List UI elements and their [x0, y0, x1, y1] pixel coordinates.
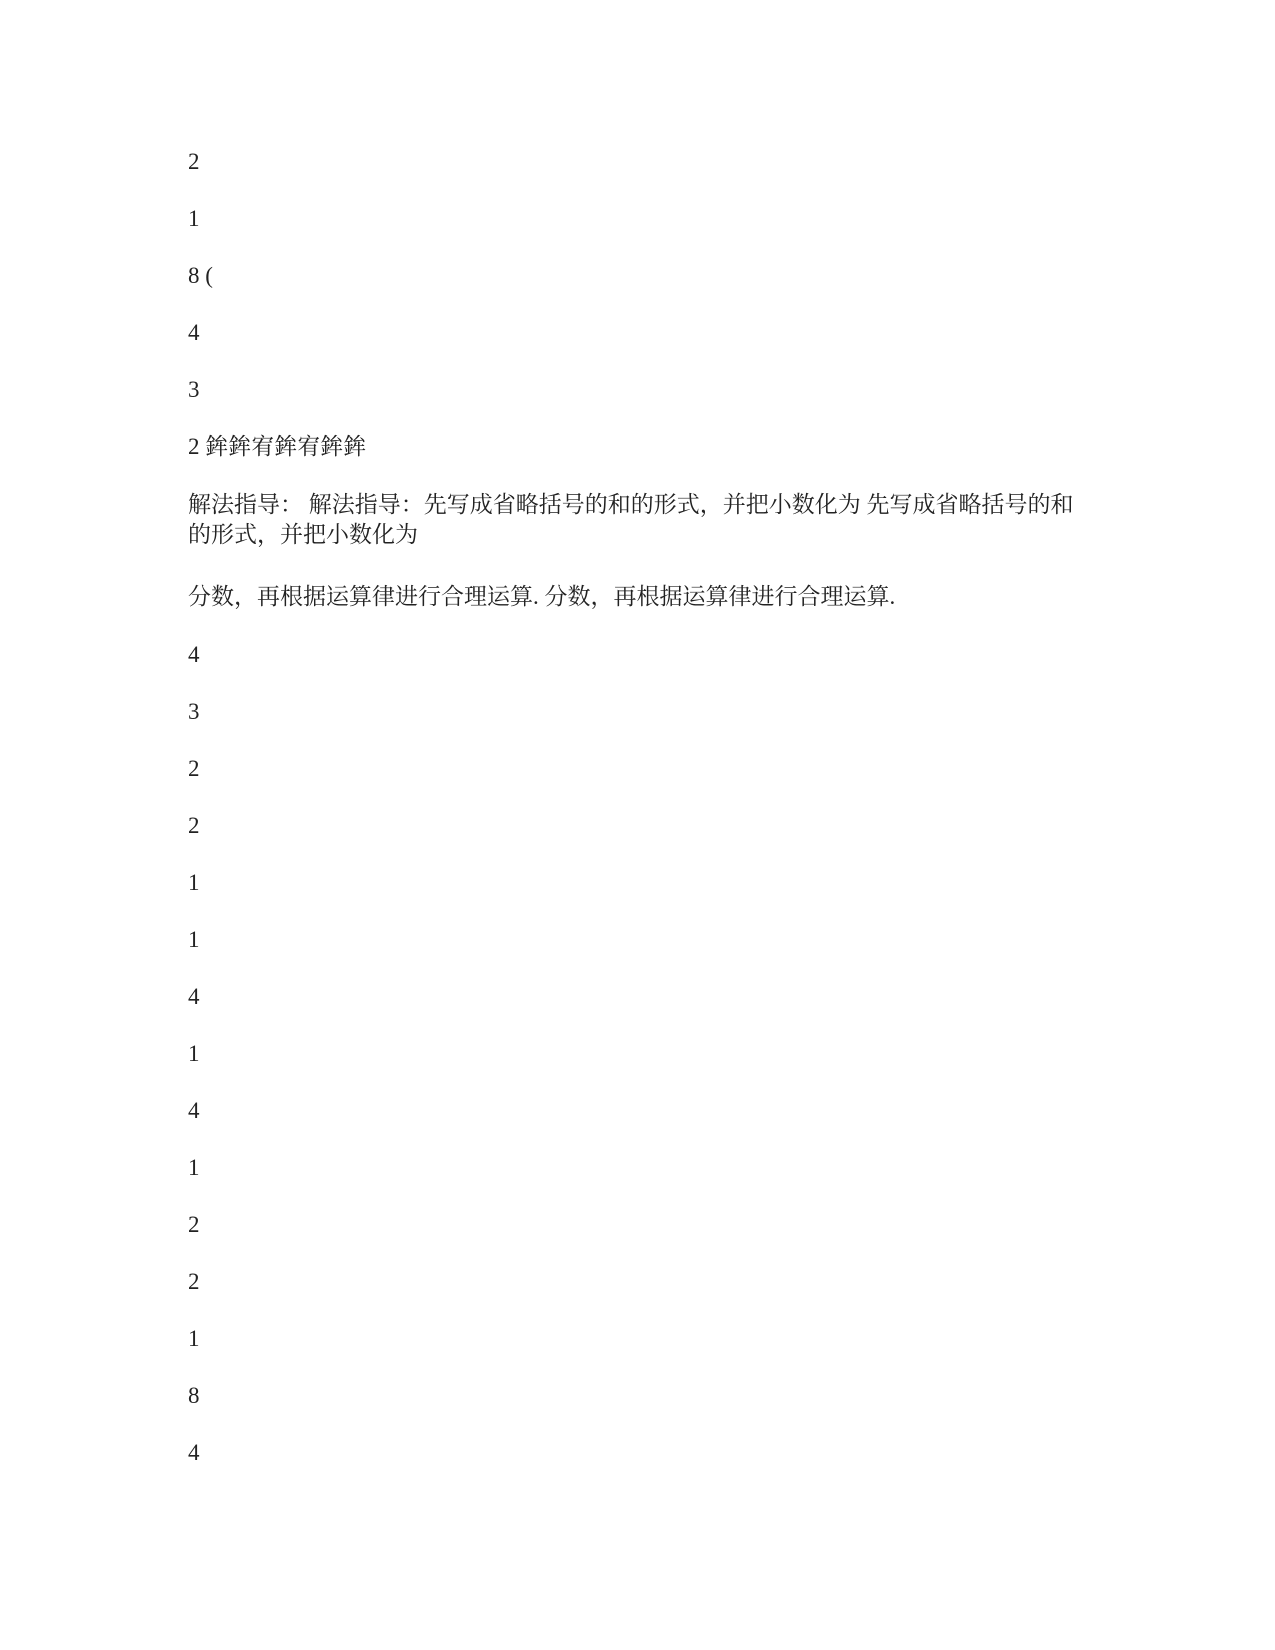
text-line: 1 [188, 1326, 200, 1351]
text-line: 8 ( [188, 263, 213, 288]
text-line: 2 [188, 149, 200, 174]
text-line: 2 [188, 756, 200, 781]
text-line: 4 [188, 320, 200, 345]
text-line: 4 [188, 1440, 200, 1465]
conclusion-line: 分数，再根据运算律进行合理运算. 分数，再根据运算律进行合理运算. [188, 584, 896, 609]
text-line: 8 [188, 1383, 200, 1408]
text-line: 1 [188, 870, 200, 895]
text-line: 1 [188, 1041, 200, 1066]
text-line: 3 [188, 699, 200, 724]
text-line: 1 [188, 1155, 200, 1180]
text-line: 2 [188, 813, 200, 838]
text-line: 2 鉾鉾宥鉾宥鉾鉾 [188, 434, 367, 459]
text-line: 1 [188, 927, 200, 952]
text-line: 4 [188, 1098, 200, 1123]
text-line: 4 [188, 984, 200, 1009]
text-line: 2 [188, 1269, 200, 1294]
text-line: 1 [188, 206, 200, 231]
guidance-paragraph: 解法指导： 解法指导：先写成省略括号的和的形式，并把小数化为 先写成省略括号的和的形式，并把小数化为 [188, 492, 1074, 547]
text-line: 4 [188, 642, 200, 667]
text-line: 2 [188, 1212, 200, 1237]
text-line: 3 [188, 377, 200, 402]
